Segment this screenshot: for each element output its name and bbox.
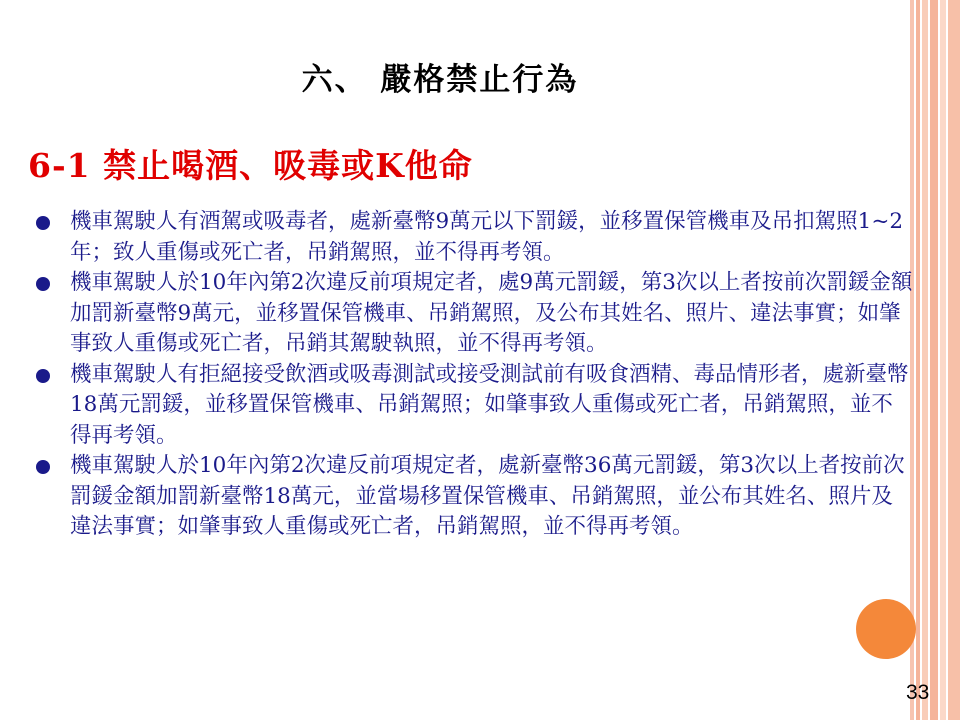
bullet-dot-icon xyxy=(36,460,50,474)
bullet-text: 機車駕駛人於10年內第2次違反前項規定者，處新臺幣36萬元罰鍰，第3次以上者按前次罰鍰金額加罰新臺幣18萬元，並當場移置保管機車、吊銷駕照，並公布其姓名、照片及違法事實；如肇事致人重傷或死亡者，吊銷駕照，並不得再考領。 xyxy=(70,453,905,539)
decorative-circle-icon xyxy=(856,599,916,659)
list-item xyxy=(34,360,914,452)
list-item xyxy=(34,268,914,360)
page-number: 33 xyxy=(906,681,930,704)
rule-list xyxy=(34,207,914,543)
bullet-text: 機車駕駛人有拒絕接受飲酒或吸毒測試或接受測試前有吸食酒精、毒品情形者，處新臺幣18萬元罰鍰，並移置保管機車、吊銷駕照；如肇事致人重傷或死亡者，吊銷駕照，並不得再考領。 xyxy=(70,361,909,448)
bullet-text: 機車駕駛人於10年內第2次違反前項規定者，處9萬元罰鍰，第3次以上者按前次罰鍰金額加罰新臺幣9萬元，並移置保管機車、吊銷駕照，及公布其姓名、照片、違法事實；如肇事致人重傷或死亡者，吊銷其駕駛執照，並不得再考領。 xyxy=(70,270,913,356)
list-item xyxy=(34,451,914,543)
bullet-dot-icon xyxy=(36,216,50,230)
slide-title: 六、 嚴格禁止行為 xyxy=(301,62,579,98)
bullet-text: 機車駕駛人有酒駕或吸毒者，處新臺幣9萬元以下罰鍰，並移置保管機車及吊扣駕照1~2年；致人重傷或死亡者，吊銷駕照，並不得再考領。 xyxy=(70,209,904,265)
section-subtitle: 6-1 禁止喝酒、吸毒或K他命 xyxy=(28,146,473,185)
list-item xyxy=(34,207,914,268)
decorative-stripes xyxy=(910,0,960,720)
bullet-dot-icon xyxy=(36,369,50,383)
bullet-dot-icon xyxy=(36,277,50,291)
